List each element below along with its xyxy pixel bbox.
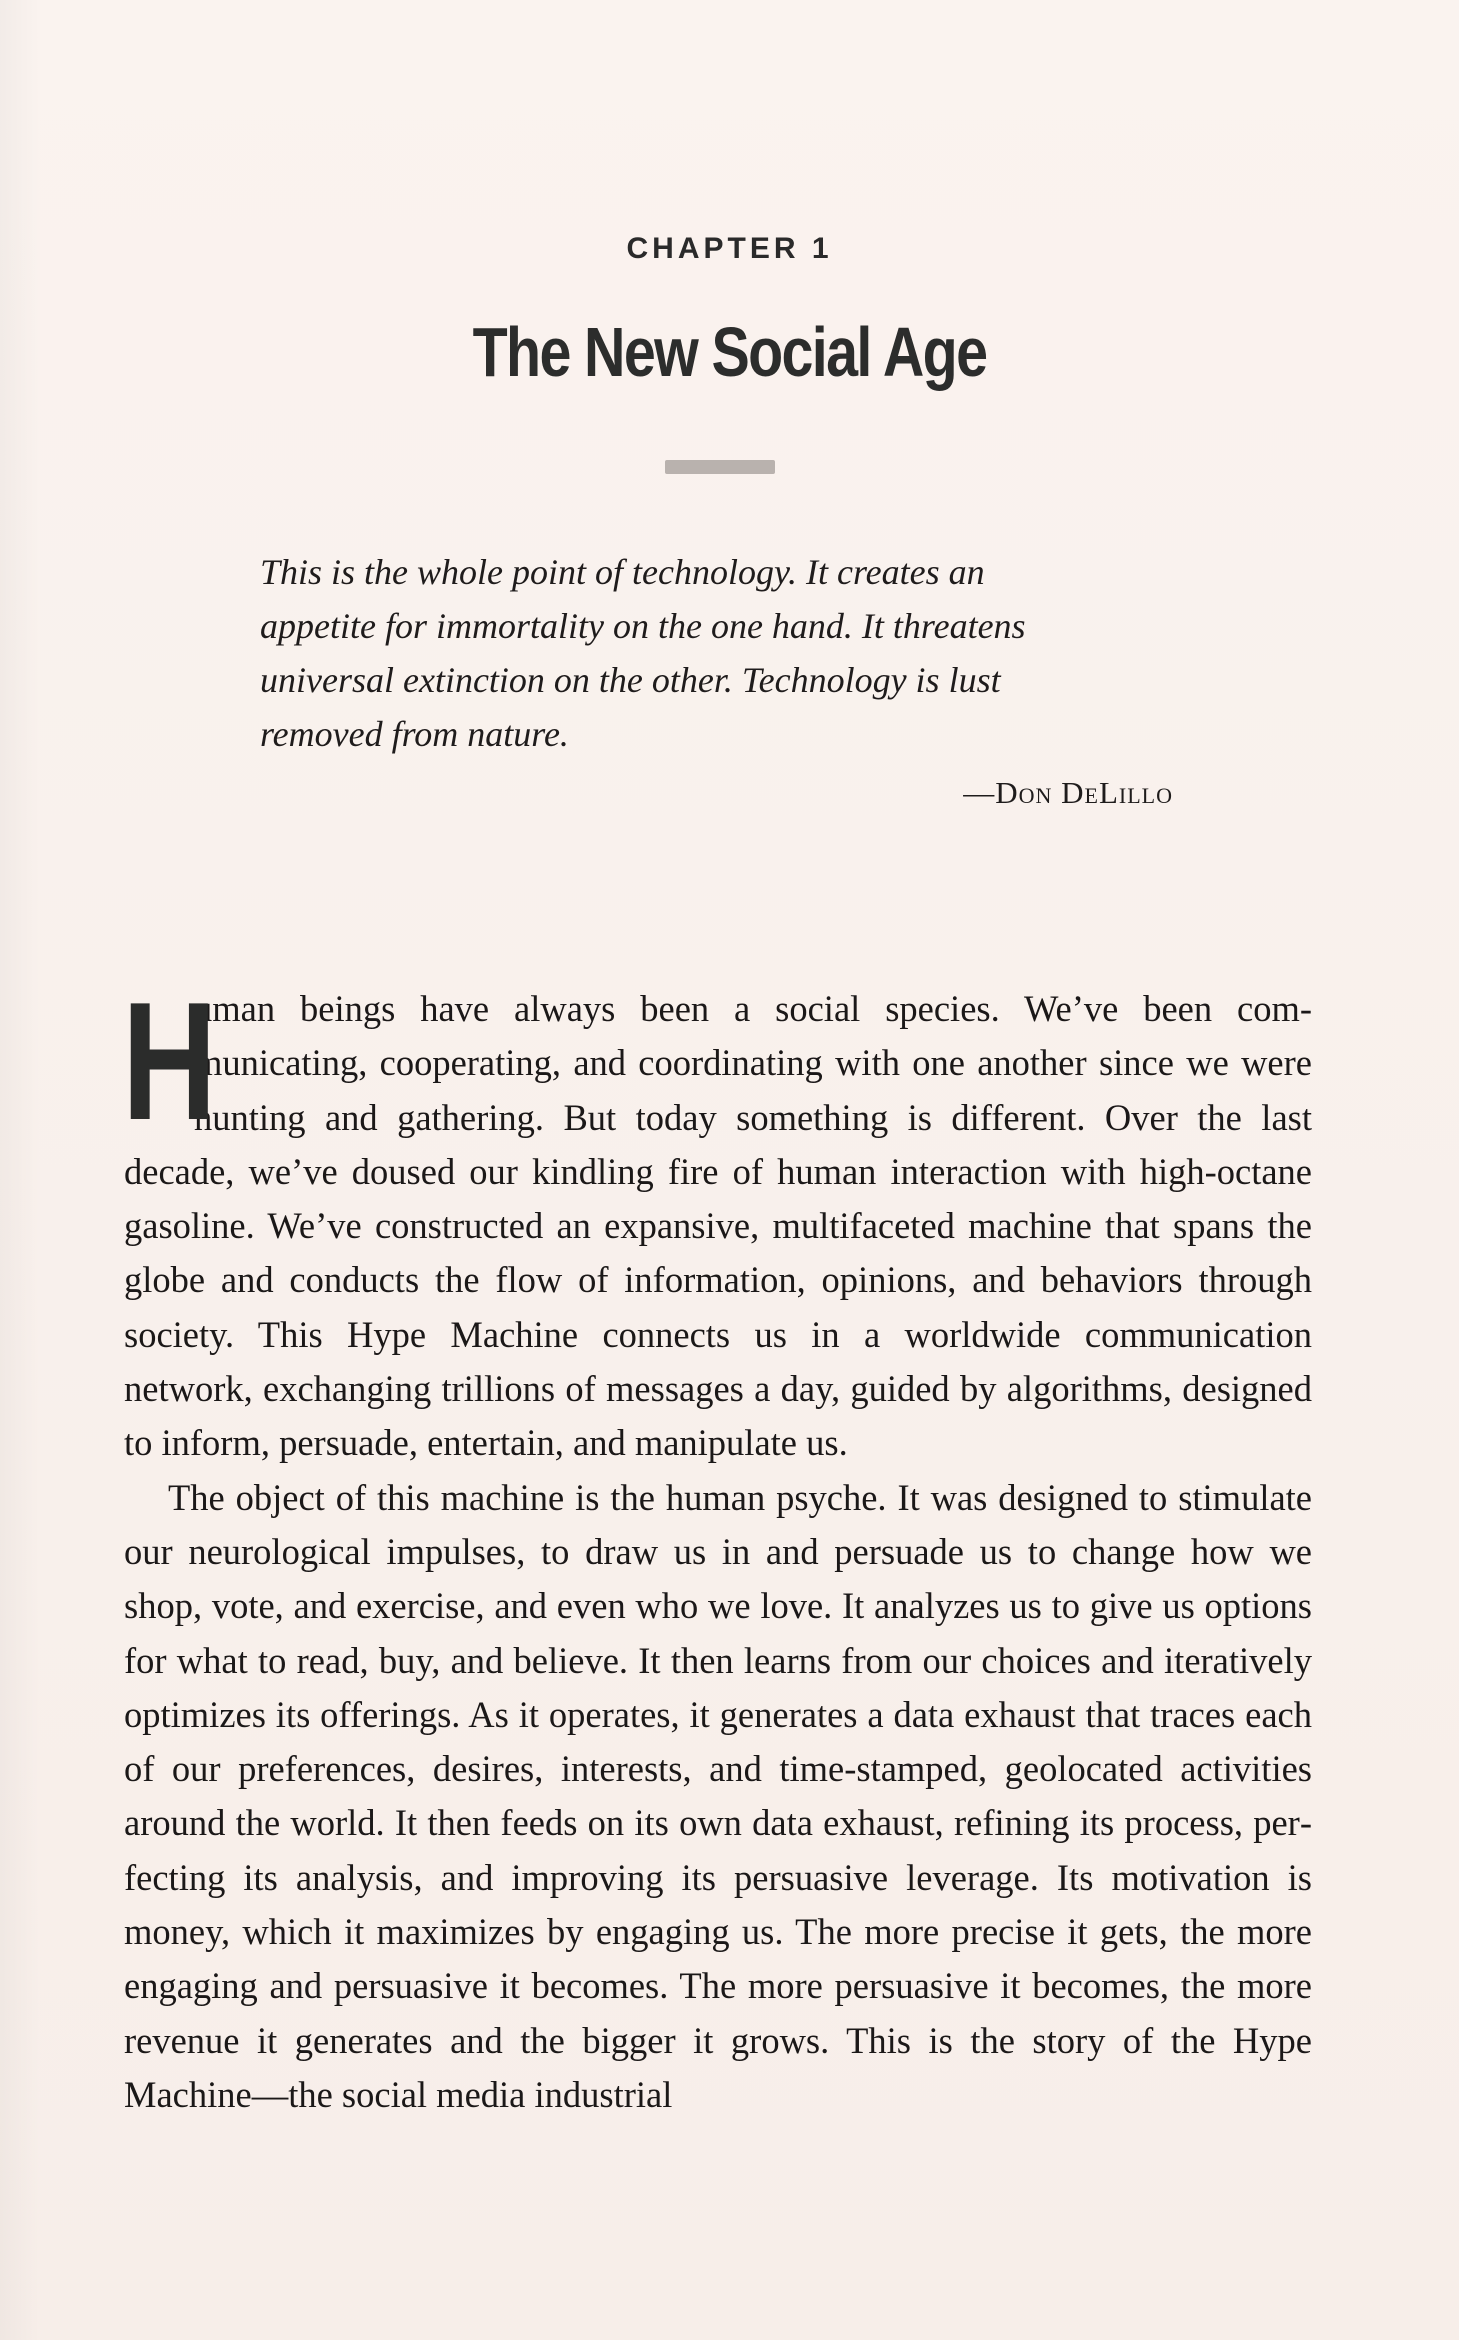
epigraph-line: universal extinction on the other. Technology is lust — [260, 660, 1001, 700]
drop-cap: H — [122, 967, 217, 1155]
body-text — [122, 967, 1312, 2122]
epigraph-line: removed from nature. — [260, 714, 569, 754]
paragraph: The object of this machine is the human psyche. It was designed to stimulate our neurological impulses, to draw us in and persuade us to change how we shop, vote, and exercise, and even who we love. It analyzes us to give us options for what to read, buy, and believe. It then learns from our choices and iteratively optimizes its offerings. As it operates, it generates a data exhaust that traces each of our preferences, desires, interests, and time-stamped, geolocated activities around the world. It then feeds on its own data exhaust, refining its process, perfecting its analysis, and improving its persuasive leverage. Its motivation is money, which it maximizes by engaging us. The more precise it gets, the more engaging and persuasive it becomes. The more persuasive it becomes, the more revenue it generates and the bigger it grows. This is the story of the Hype Machine—the social media industrial — [124, 1476, 1312, 2115]
epigraph-line: This is the whole point of technology. It creates an — [260, 552, 985, 592]
chapter-label: CHAPTER 1 — [626, 232, 833, 265]
chapter-title: The New Social Age — [472, 313, 987, 391]
paragraph-text: uman beings have always been a social species. We’ve been communicating, cooperating, and coordinating with one another since we were hunting and gathering. But today something is different. Over the last decade, we’ve doused our kindling fire of human interaction with high-octane gasoline. We’ve constructed an expansive, multifaceted machine that spans the globe and conducts the flow of information, opinions, and behaviors through society. This Hype Machine connects us in a worldwide communication network, exchanging trillions of messages a day, guided by algorithms, designed to inform, persuade, entertain, and manipulate us. — [124, 988, 1312, 1464]
epigraph — [260, 545, 1200, 761]
ornament-divider — [665, 460, 775, 474]
paragraph — [122, 967, 1312, 1471]
epigraph-attribution: —Don DeLillo — [963, 775, 1173, 810]
epigraph-line: appetite for immortality on the one hand. It threatens — [260, 606, 1026, 646]
